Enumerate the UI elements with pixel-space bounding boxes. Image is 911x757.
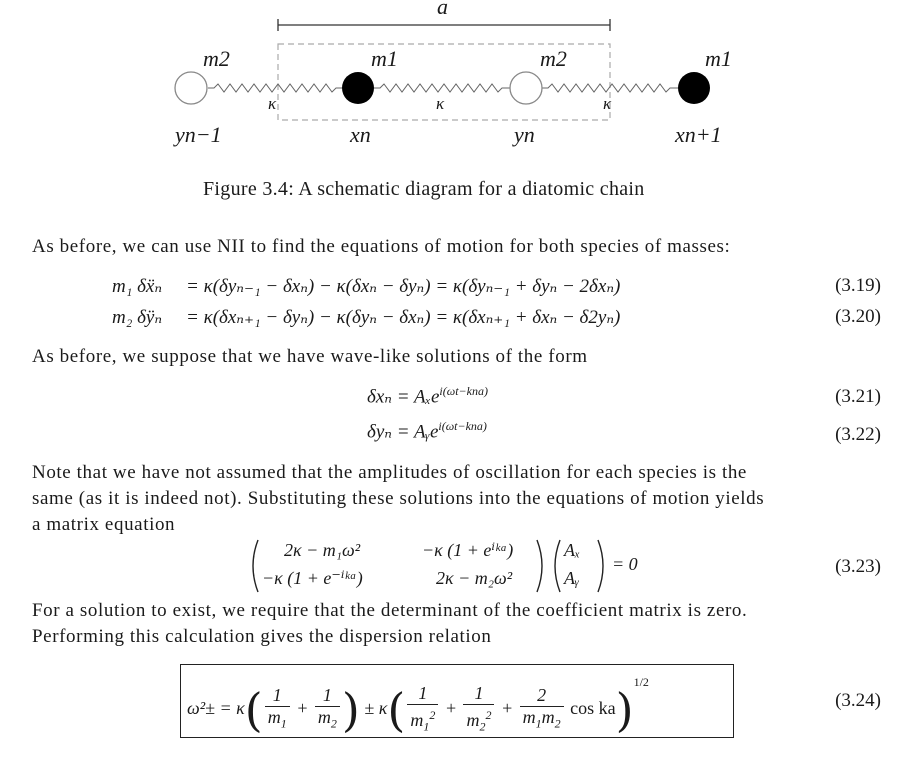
matrix-rhs: = 0 (612, 554, 638, 574)
mass-m1-left (342, 72, 374, 104)
eq-3-23-number: (3.23) (835, 556, 881, 577)
position-label-2: xn (350, 122, 371, 147)
diatomic-chain-figure (0, 0, 911, 160)
mass-m2-right (510, 72, 542, 104)
eq-3-21: δxₙ = Aₓe$^{i(\omega t-kna)}$ (367, 384, 488, 408)
spring-label-2: κ (436, 94, 445, 113)
eq-3-19-lhs: m₁ δẍₙ (112, 276, 163, 297)
eq-3-20-rhs: = κ(δxₙ₊₁ − δyₙ) − κ(δyₙ − δxₙ) = κ(δxₙ₊₁ + δxₙ − δ2yₙ) (186, 307, 621, 328)
position-label-3: yn (514, 122, 535, 147)
mass-label-4: m1 (705, 46, 732, 71)
spring-2 (374, 84, 510, 92)
mass-m1-right (678, 72, 710, 104)
mass-label-3: m2 (540, 46, 567, 71)
lattice-label: a (437, 0, 448, 19)
matrix-entry-22: 2κ − m₂ω² (436, 568, 513, 588)
paragraph-2: As before, we suppose that we have wave-like solutions of the form (32, 346, 588, 367)
eq-3-22: δyₙ = Aᵧe$^{i(\omega t-kna)}$ (367, 419, 487, 443)
eq-3-24-number: (3.24) (835, 690, 881, 711)
vector-entry-2: Aᵧ (564, 568, 580, 588)
mass-label-2: m1 (371, 46, 398, 71)
paragraph-3-line-3: a matrix equation (32, 514, 176, 535)
eq-3-20-number: (3.20) (835, 306, 881, 327)
vector-entry-1: Aₓ (564, 540, 581, 560)
paragraph-4-line-2: Performing this calculation gives the dispersion relation (32, 626, 492, 647)
position-label-1: yn−1 (175, 122, 222, 147)
figure-caption: Figure 3.4: A schematic diagram for a diatomic chain (203, 178, 645, 200)
mass-label-1: m2 (203, 46, 230, 71)
eq-3-20-lhs: m₂ δÿₙ (112, 307, 163, 328)
paragraph-3-line-2: same (as it is indeed not). Substituting these solutions into the equations of motion yields (32, 488, 765, 509)
matrix-entry-21: −κ (1 + e⁻ⁱᵏᵃ) (262, 568, 363, 588)
matrix-entry-11: 2κ − m₁ω² (284, 540, 361, 560)
eq-3-22-number: (3.22) (835, 424, 881, 445)
paragraph-3-line-1: Note that we have not assumed that the amplitudes of oscillation for each species is the (32, 462, 747, 483)
eq-3-19-rhs: = κ(δyₙ₋₁ − δxₙ) − κ(δxₙ − δyₙ) = κ(δyₙ₋₁ + δyₙ − 2δxₙ) (186, 276, 621, 297)
spring-1 (208, 84, 342, 92)
dispersion-relation-box (180, 664, 734, 738)
spring-label-1: κ (268, 94, 277, 113)
matrix-entry-12: −κ (1 + eⁱᵏᵃ) (422, 540, 514, 560)
eq-3-21-number: (3.21) (835, 386, 881, 407)
position-label-4: xn+1 (675, 122, 722, 147)
paragraph-1: As before, we can use NII to find the equations of motion for both species of masses: (32, 236, 731, 257)
mass-m2-left (175, 72, 207, 104)
eq-3-19-number: (3.19) (835, 275, 881, 296)
spring-label-3: κ (603, 94, 612, 113)
paragraph-4-line-1: For a solution to exist, we require that the determinant of the coefficient matrix is zero. (32, 600, 748, 621)
eq-3-24: ω²± = κ( $\frac{1}{m_1}$ + $\frac{1}{m_2}$ ) ± κ( $\frac{1}{m_1^2}$ + $\frac{1}{m_2^2}$ + $\frac{2}{m_1m_2}$ cos ka)$^{1/2}$ (187, 675, 649, 737)
